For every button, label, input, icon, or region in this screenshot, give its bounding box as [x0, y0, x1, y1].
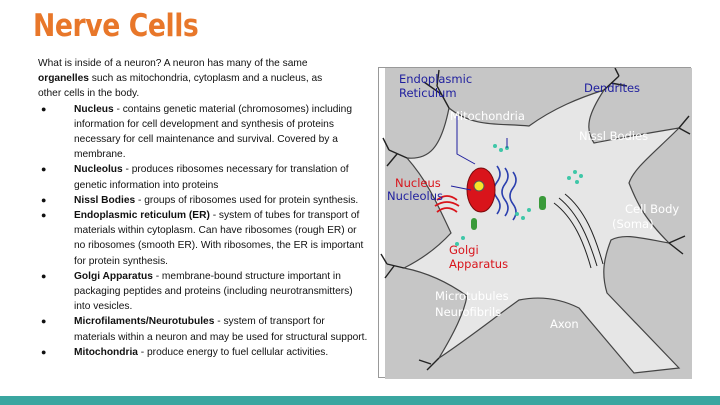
label-microtubules: Microtubules	[435, 289, 509, 303]
text-body	[38, 56, 368, 360]
bullet-text: - produces ribosomes necessary for translation of genetic information into proteins	[74, 164, 349, 191]
bullet-text: - groups of ribosomes used for protein synthesis.	[135, 194, 359, 206]
bullet-golgi-apparatus	[38, 269, 368, 315]
intro-line-3: other cells in the body.	[38, 88, 140, 100]
mitochondrion-shape	[471, 218, 477, 230]
label-nucleus: Nucleus	[395, 176, 441, 190]
intro-line-2-rest: such as mitochondria, cytoplasm and a nucleus, as	[88, 73, 323, 85]
bullet-dot-icon: ●	[41, 103, 47, 114]
bullet-term: Golgi Apparatus	[74, 270, 153, 282]
label-nucleolus: Nucleolus	[387, 189, 443, 203]
bullet-dot-icon: ●	[41, 210, 47, 221]
footer-bar	[0, 396, 720, 405]
label-cell-body-line-2: (Soma)	[612, 217, 654, 231]
bullet-nissl-bodies	[38, 193, 368, 208]
bullet-term: Endoplasmic reticulum (ER)	[74, 210, 210, 222]
bullet-microfilaments	[38, 314, 368, 344]
neuron-diagram	[378, 67, 691, 378]
bullet-term: Nucleolus	[74, 164, 123, 176]
bullet-text: - produce energy to fuel cellular activities.	[137, 346, 329, 358]
bullet-term: Mitochondria	[74, 346, 138, 358]
bullet-text: - system of transport for materials within a neuron and may be used for structural support.	[74, 316, 368, 343]
nucleolus-shape	[474, 181, 484, 191]
bullet-nucleus	[38, 102, 368, 163]
bullet-term: Nissl Bodies	[74, 194, 136, 206]
bullet-mitochondria	[38, 345, 368, 360]
label-mitochondria: Mitochondria	[450, 109, 525, 123]
bullet-term: Nucleus	[74, 103, 114, 115]
bullet-list	[38, 102, 368, 360]
label-axon: Axon	[550, 317, 579, 331]
label-cell-body-line-1: Cell Body	[625, 202, 680, 216]
label-neurofibrils: Neurofibrils	[435, 305, 502, 319]
bullet-dot-icon: ●	[41, 316, 47, 327]
bullet-endoplasmic-reticulum	[38, 208, 368, 269]
intro-keyword: organelles	[38, 73, 89, 85]
label-er-line-2: Reticulum	[399, 86, 457, 100]
label-golgi-line-1: Golgi	[449, 243, 479, 257]
label-er-line-1: Endoplasmic	[399, 72, 473, 86]
slide-title: Nerve Cells	[33, 8, 199, 44]
bullet-dot-icon: ●	[41, 164, 47, 175]
bullet-text: - contains genetic material (chromosomes) including information for cell development and synthesis of proteins necessary for cell maintenance and survival. Covered by a membrane.	[74, 103, 353, 161]
bullet-term: Microfilaments/Neurotubules	[74, 316, 215, 328]
bullet-text: - system of tubes for transport of materials within cytoplasm. Can have ribosomes (rough ER) or no ribosomes (smooth ER). With ribosomes, the ER is important for protein synthesis.	[74, 210, 364, 267]
intro-line-1: What is inside of a neuron? A neuron has many of the same	[38, 58, 308, 69]
label-golgi-line-2: Apparatus	[449, 257, 509, 271]
bullet-text: - membrane-bound structure important in packaging peptides and proteins (including neurotransmitters) into vesicles.	[74, 270, 353, 313]
intro-line-2	[38, 71, 368, 86]
bullet-nucleolus	[38, 162, 368, 192]
bullet-dot-icon: ●	[41, 270, 47, 281]
mitochondrion-shape	[539, 196, 546, 210]
label-nissl-bodies: Nissl Bodies	[579, 129, 649, 143]
bullet-dot-icon: ●	[41, 194, 47, 205]
label-dendrites: Dendrites	[584, 81, 641, 95]
bullet-dot-icon: ●	[41, 346, 47, 357]
